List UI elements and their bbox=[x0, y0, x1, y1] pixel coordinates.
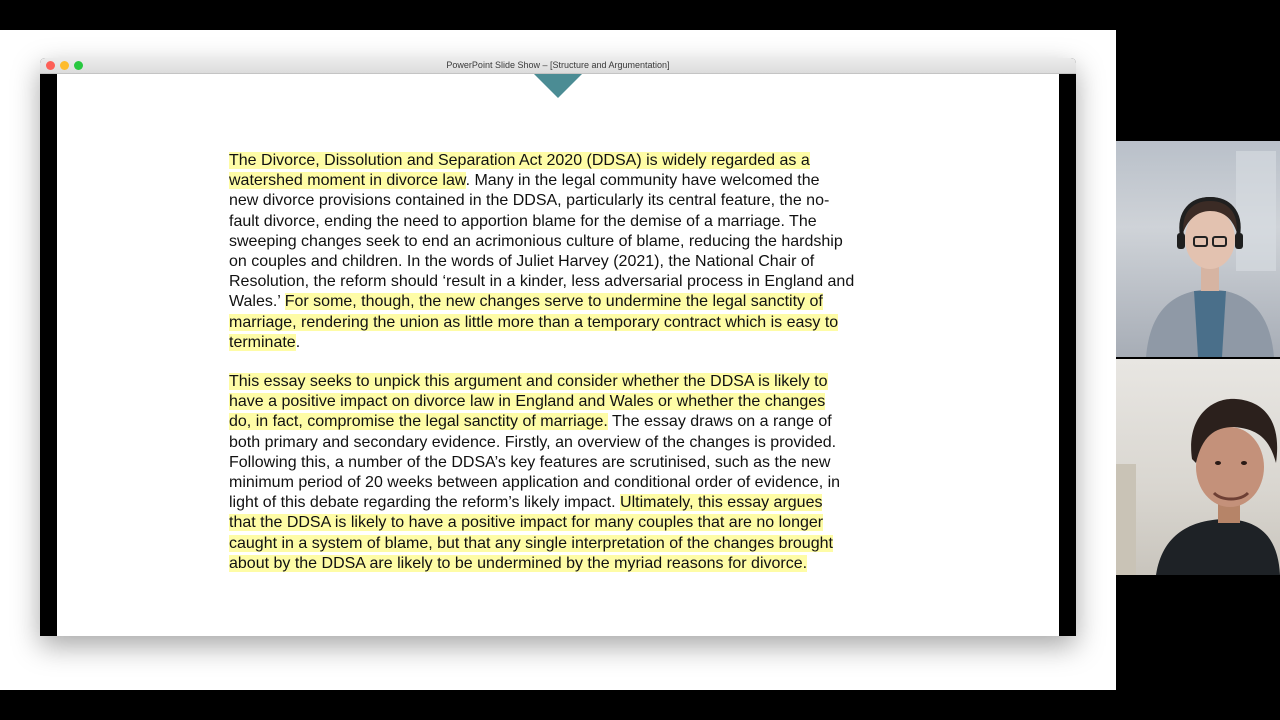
highlighted-text: terminate bbox=[229, 333, 296, 351]
text-line bbox=[229, 171, 899, 191]
window-title: PowerPoint Slide Show – [Structure and Argumentation] bbox=[446, 60, 670, 70]
highlighted-text: marriage, rendering the union as little more than a temporary contract which is easy to bbox=[229, 313, 839, 331]
text-line bbox=[229, 212, 899, 232]
text-line bbox=[229, 392, 899, 412]
highlighted-text: This essay seeks to unpick this argument and consider whether the DDSA is likely to bbox=[229, 373, 828, 390]
highlighted-text: For some, though, the new changes serve to undermine the legal sanctity of bbox=[284, 293, 823, 311]
text-line bbox=[229, 372, 899, 392]
slide-accent-triangle bbox=[534, 74, 582, 98]
text-line bbox=[229, 493, 899, 513]
text-segment: . bbox=[295, 333, 301, 351]
highlighted-text: that the DDSA is likely to have a positive impact for many couples that are no longer bbox=[229, 514, 824, 532]
highlighted-text: The Divorce, Dissolution and Separation Act 2020 (DDSA) is widely regarded as a bbox=[229, 152, 810, 169]
text-segment: sweeping changes seek to end an acrimonious culture of blame, reducing the hardship bbox=[229, 232, 843, 250]
text-line bbox=[229, 513, 899, 533]
text-segment: new divorce provisions contained in the DDSA, particularly its central feature, the no- bbox=[229, 192, 830, 210]
slide-paragraph-1 bbox=[229, 151, 899, 353]
text-segment: minimum period of 20 weeks between application and conditional order of evidence, in bbox=[229, 474, 841, 492]
highlighted-text: about by the DDSA are likely to be undermined by the myriad reasons for divorce. bbox=[229, 554, 808, 572]
text-line bbox=[229, 272, 899, 292]
text-line bbox=[229, 151, 899, 171]
participant-1-silhouette bbox=[1116, 141, 1280, 357]
text-segment: The essay draws on a range of bbox=[607, 413, 832, 431]
text-segment: Wales.’ bbox=[229, 293, 285, 311]
text-line bbox=[229, 252, 899, 272]
text-line bbox=[229, 191, 899, 211]
highlighted-text: have a positive impact on divorce law in England and Wales or whether the changes bbox=[229, 393, 826, 411]
window-titlebar[interactable] bbox=[40, 58, 1076, 74]
highlighted-text: caught in a system of blame, but that any single interpretation of the changes brought bbox=[229, 534, 833, 552]
text-line bbox=[229, 412, 899, 432]
text-line bbox=[229, 433, 899, 453]
text-line bbox=[229, 313, 899, 333]
text-line bbox=[229, 453, 899, 473]
text-line bbox=[229, 554, 899, 574]
text-line bbox=[229, 534, 899, 554]
highlighted-text: do, in fact, compromise the legal sanctity of marriage. bbox=[229, 413, 608, 431]
participant-2-silhouette bbox=[1116, 359, 1280, 575]
text-segment: both primary and secondary evidence. Firstly, an overview of the changes is provided. bbox=[229, 433, 837, 451]
text-segment: fault divorce, ending the need to apportion blame for the demise of a marriage. The bbox=[229, 212, 817, 230]
slide[interactable] bbox=[57, 74, 1059, 636]
slideshow-window[interactable] bbox=[40, 58, 1076, 636]
text-segment: Following this, a number of the DDSA’s key features are scrutinised, such as the new bbox=[229, 453, 831, 471]
text-line bbox=[229, 333, 899, 353]
text-line bbox=[229, 292, 899, 312]
highlighted-text: Ultimately, this essay argues bbox=[620, 494, 823, 512]
text-line bbox=[229, 473, 899, 493]
text-segment: light of this debate regarding the reform’s likely impact. bbox=[229, 494, 621, 512]
text-line bbox=[229, 232, 899, 252]
text-segment: . Many in the legal community have welcomed the bbox=[465, 172, 820, 190]
slide-paragraph-2 bbox=[229, 372, 899, 574]
highlighted-text: watershed moment in divorce law bbox=[229, 172, 466, 190]
text-segment: on couples and children. In the words of Juliet Harvey (2021), the National Chair of bbox=[229, 253, 815, 271]
participant-video-1[interactable] bbox=[1116, 141, 1280, 357]
participant-video-2[interactable] bbox=[1116, 359, 1280, 575]
text-segment: Resolution, the reform should ‘result in a kinder, less adversarial process in England and bbox=[229, 273, 855, 291]
